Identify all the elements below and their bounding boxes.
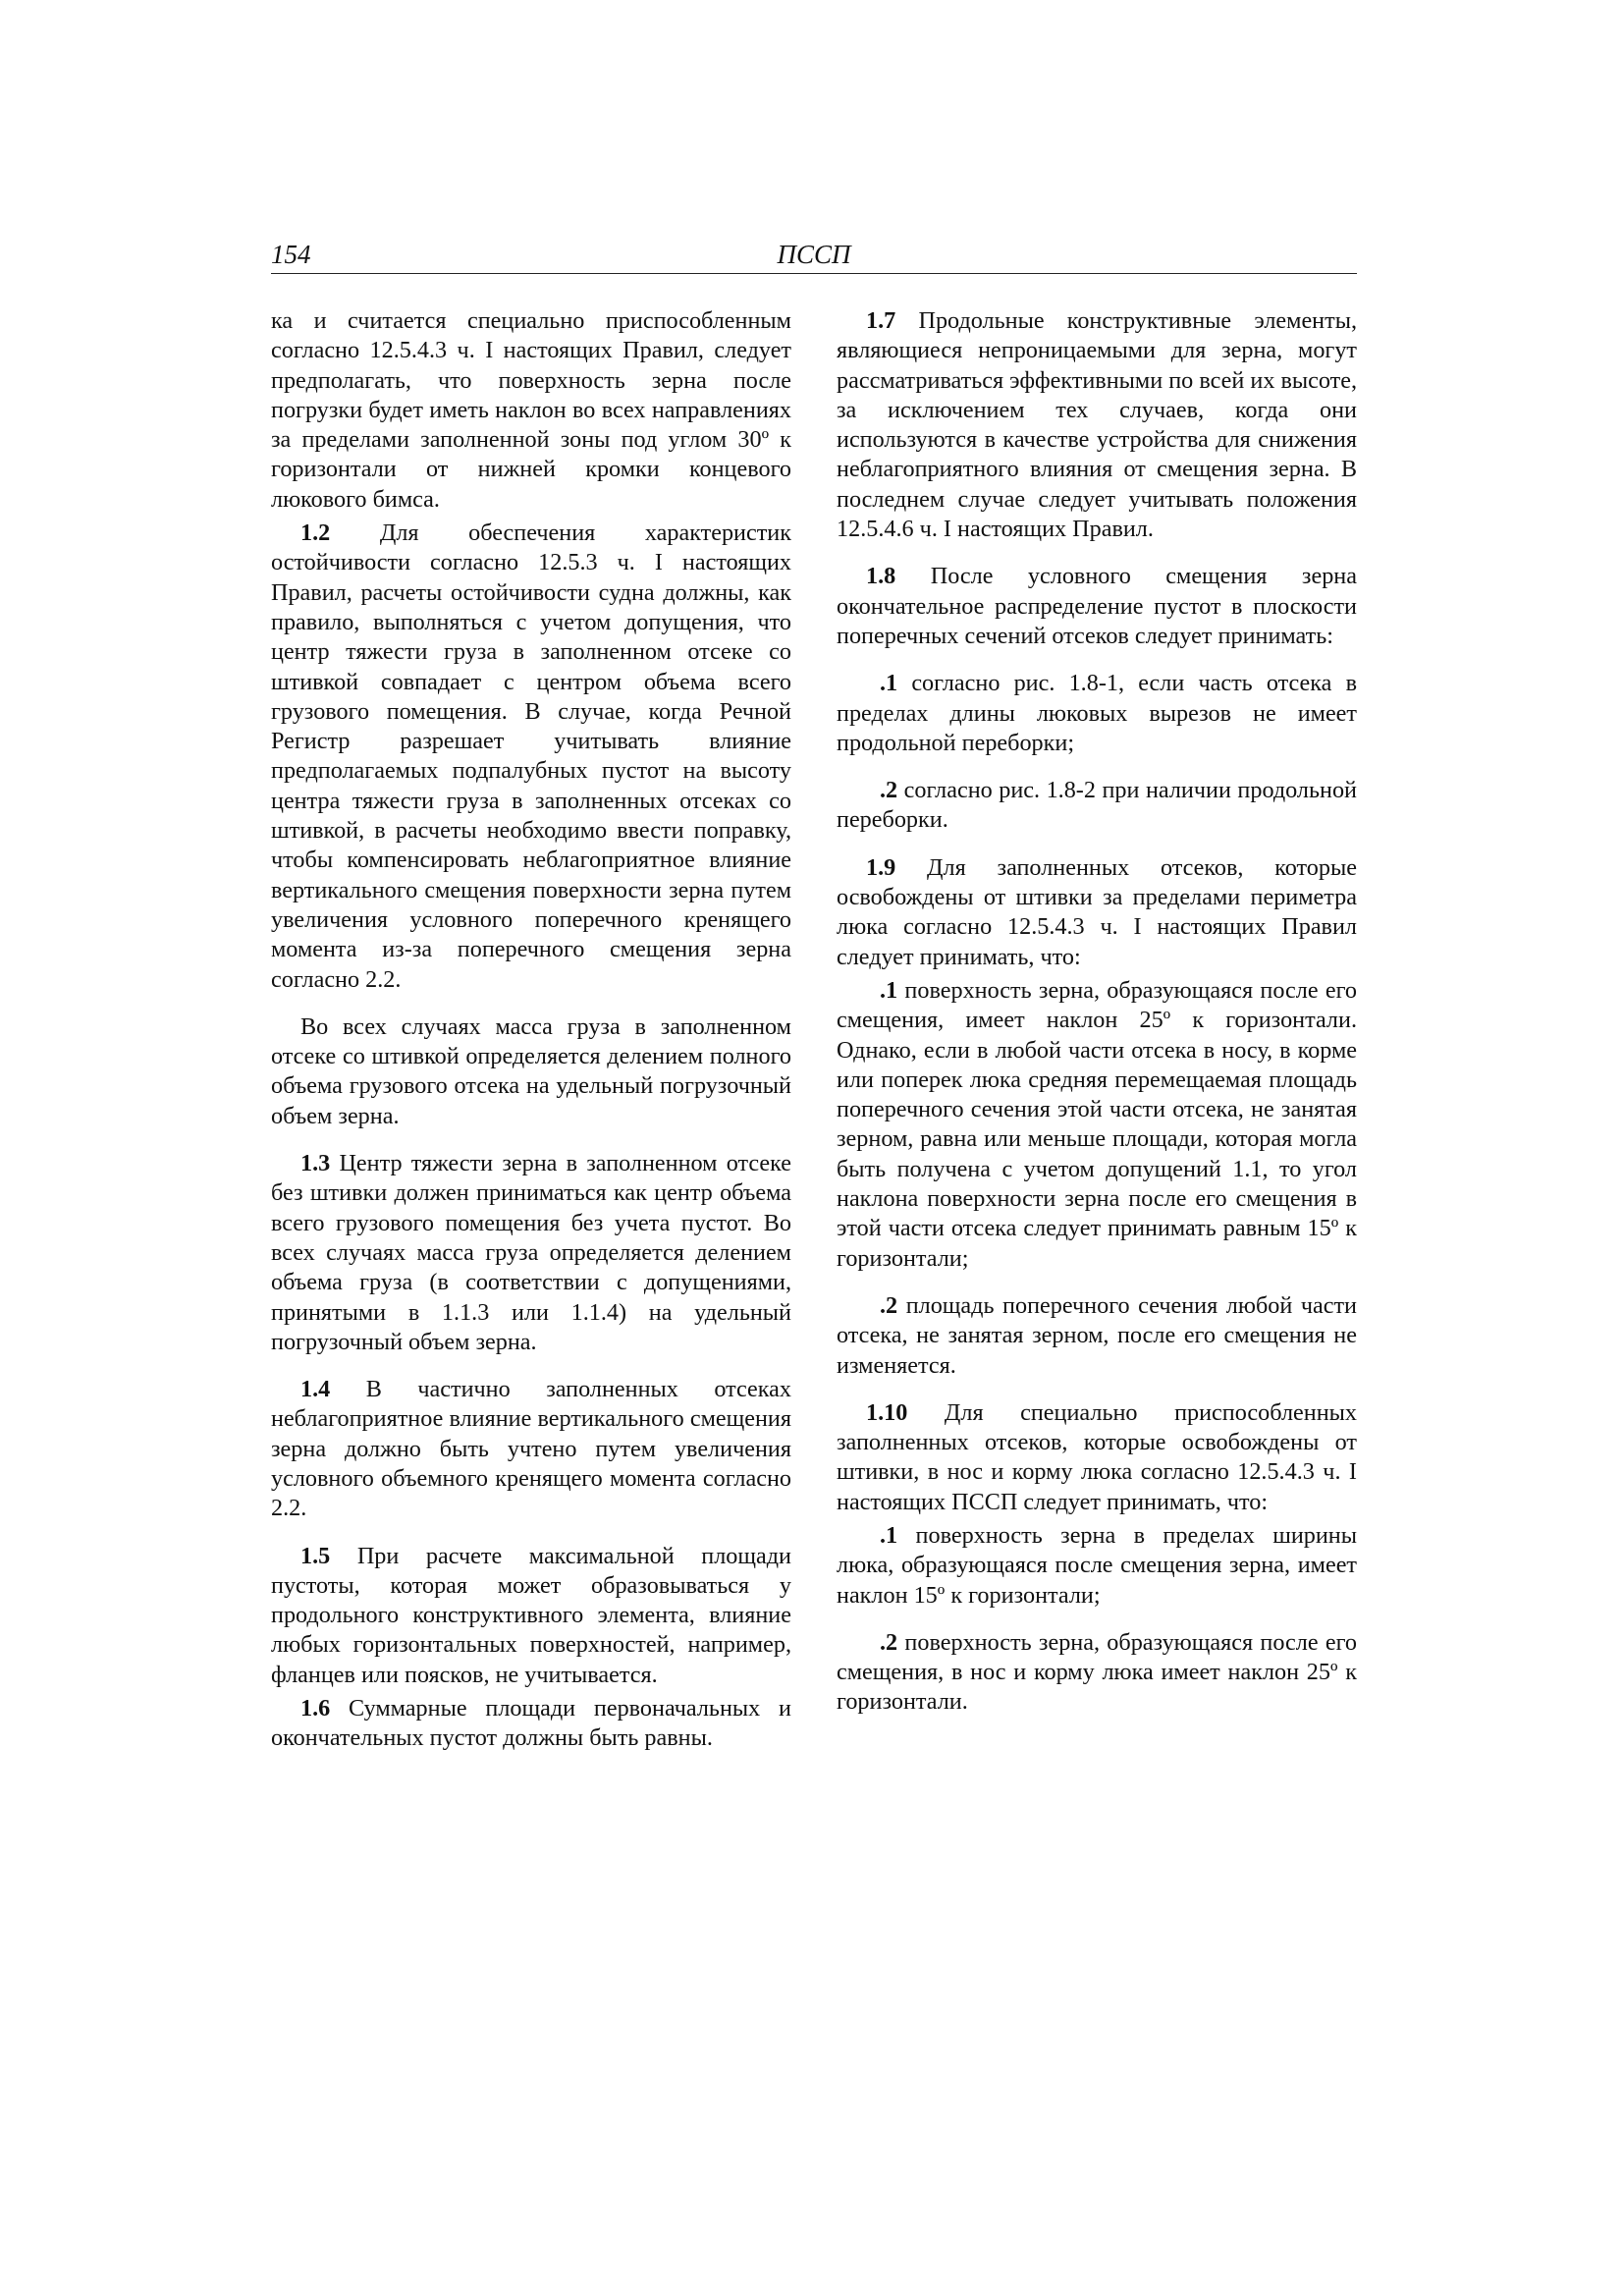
paragraph-1-10-1 [837, 1521, 1357, 1611]
paragraph-text: поверхность зерна в пределах ширины люка, образующаяся после смещения зерна, имеет наклон 15º к горизонтали; [837, 1521, 1357, 1609]
paragraph-text: Продольные конструктивные элементы, являющиеся непроницаемыми для зерна, могут рассматриваться эффективными по всей их высоте, за исключением тех случаев, когда они используются в качестве устройства для снижения неблагоприятного влияния от смещения зерна. В последнем случае следует учитывать положения 12.5.4.6 ч. I настоящих Правил. [837, 307, 1357, 543]
paragraph-1-10-2 [837, 1628, 1357, 1718]
paragraph-text: Для специально приспособленных заполненных отсеков, которые освобождены от штивки, в нос и корму люка согласно 12.5.4.3 ч. I настоящих ПССП следует принимать, что: [837, 1398, 1357, 1515]
section-number: 1.8 [866, 563, 896, 590]
right-column [837, 306, 1357, 1735]
paragraph-text: Во всех случаях масса груза в заполненном отсеке со штивкой определяется делением полного объема грузового отсека на удельный погрузочный объем зерна. [271, 1012, 791, 1129]
section-number: 1.9 [866, 853, 896, 881]
item-number: .1 [880, 670, 898, 697]
paragraph-1-10 [837, 1398, 1357, 1517]
paragraph-1-9-2 [837, 1291, 1357, 1381]
paragraph-text: Для заполненных отсеков, которые освобождены от штивки за пределами периметра люка согласно 12.5.4.3 ч. I настоящих Правил следует принимать, что: [837, 853, 1357, 970]
paragraph-text: согласно рис. 1.8-2 при наличии продольной переборки. [837, 777, 1357, 834]
paragraph-text: После условного смещения зерна окончательное распределение пустот в плоскости поперечных сечений отсеков следует принимать: [837, 563, 1357, 649]
section-number: 1.7 [866, 307, 896, 334]
paragraph-1-6 [271, 1694, 791, 1754]
page-number: 154 [271, 240, 311, 269]
section-number: 1.2 [300, 519, 331, 547]
paragraph-1-3 [271, 1149, 791, 1357]
paragraph-1-8-1 [837, 669, 1357, 758]
paragraph-1-5 [271, 1542, 791, 1690]
paragraph-1-9-1 [837, 976, 1357, 1274]
item-number: .2 [880, 777, 898, 804]
section-number: 1.10 [866, 1398, 908, 1426]
section-number: 1.5 [300, 1542, 331, 1569]
section-number: 1.3 [300, 1150, 331, 1177]
paragraph-text: ка и считается специально приспособленным согласно 12.5.4.3 ч. I настоящих Правил, следует предполагать, что поверхность зерна после погрузки будет иметь наклон во всех направлениях за пределами заполненной зоны под углом 30º к горизонтали от нижней кромки концевого люкового бимса. [271, 307, 791, 513]
page-header [271, 238, 1357, 274]
section-number: 1.6 [300, 1695, 331, 1722]
paragraph-text: поверхность зерна, образующаяся после его смещения, в нос и корму люка имеет наклон 25º к горизонтали. [837, 1628, 1357, 1716]
paragraph-text: При расчете максимальной площади пустоты, которая может образовываться у продольного конструктивного элемента, влияние любых горизонтальных поверхностей, например, фланцев или поясков, не учитывается. [271, 1542, 791, 1688]
item-number: .2 [880, 1291, 898, 1319]
paragraph-text: площадь поперечного сечения любой части отсека, не занятая зерном, после его смещения не изменяется. [837, 1291, 1357, 1379]
paragraph-1-8-2 [837, 776, 1357, 836]
item-number: .1 [880, 976, 898, 1004]
paragraph-text: поверхность зерна, образующаяся после его смещения, имеет наклон 25º к горизонтали. Однако, если в любой части отсека в носу, в корме или поперек люка средняя перемещаемая площадь поперечного сечения этой части отсека, не занятая зерном, равна или меньше площади, которая могла быть получена с учетом допущений 1.1, то угол наклона поверхности зерна после его смещения в этой части отсека следует принимать равным 15º к горизонтали; [837, 976, 1357, 1272]
paragraph-1-8 [837, 562, 1357, 651]
paragraph-1-2 [271, 519, 791, 995]
paragraph-text: Суммарные площади первоначальных и окончательных пустот должны быть равны. [271, 1695, 791, 1752]
paragraph-text: Для обеспечения характеристик остойчивости согласно 12.5.3 ч. I настоящих Правил, расчеты остойчивости судна должны, как правило, выполняться с учетом допущения, что центр тяжести груза в заполненном отсеке со штивкой совпадает с центром объема всего грузового помещения. В случае, когда Речной Регистр разрешает учитывать влияние предполагаемых подпалубных пустот на высоту центра тяжести груза в заполненных отсеках со штивкой, в расчеты необходимо ввести поправку, чтобы компенсировать неблагоприятное влияние вертикального смещения поверхности зерна путем увеличения условного поперечного кренящего момента из-за поперечного смещения зерна согласно 2.2. [271, 519, 791, 993]
paragraph-text: согласно рис. 1.8-1, если часть отсека в пределах длины люковых вырезов не имеет продольной переборки; [837, 670, 1357, 756]
item-number: .1 [880, 1521, 898, 1549]
paragraph-1-4 [271, 1375, 791, 1523]
running-title: ПССП [777, 240, 851, 269]
left-column [271, 306, 791, 1772]
paragraph-1-7 [837, 306, 1357, 544]
item-number: .2 [880, 1628, 898, 1656]
paragraph-1-9 [837, 853, 1357, 972]
paragraph-text: Центр тяжести зерна в заполненном отсеке без штивки должен приниматься как центр объема всего грузового помещения без учета пустот. Во всех случаях масса груза определяется делением объема груза (в соответствии с допущениями, принятыми в 1.1.3 или 1.1.4) на удельный погрузочный объем зерна. [271, 1150, 791, 1355]
paragraph-continuation [271, 306, 791, 515]
section-number: 1.4 [300, 1376, 331, 1403]
paragraph-text: В частично заполненных отсеках неблагоприятное влияние вертикального смещения зерна должно быть учтено путем увеличения условного объемного кренящего момента согласно 2.2. [271, 1376, 791, 1522]
paragraph-1-2-cont [271, 1012, 791, 1131]
